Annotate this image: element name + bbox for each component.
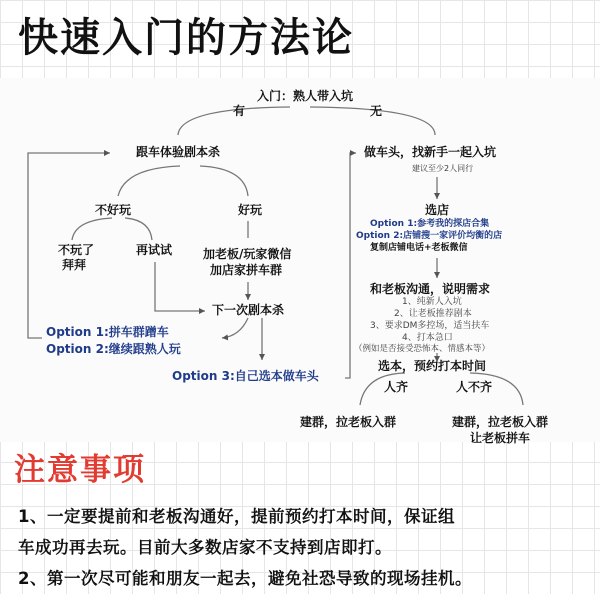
node-fun: 好玩 (238, 203, 263, 217)
notes-title: 注意事项 (14, 452, 146, 488)
node-not-fun: 不好玩 (95, 203, 132, 217)
connector-next-options (222, 318, 248, 338)
node-lead: 做车头，找新手一起入坑 (364, 145, 497, 159)
node-next-game: 下一次剧本杀 (212, 303, 285, 317)
node-root: 入门：熟人带入坑 (257, 89, 354, 103)
label-not-enough: 人不齐 (456, 380, 493, 394)
connector-notfun-right (125, 218, 152, 240)
need-4: 4、打本急口 (402, 333, 453, 343)
node-group2-line2: 让老板拼车 (470, 431, 531, 445)
node-shop: 选店 (425, 203, 450, 217)
node-talk: 和老板沟通，说明需求 (370, 282, 491, 296)
shop-copy: 复制店铺电话+老板微信 (370, 243, 468, 253)
connector-retry-next (155, 262, 205, 311)
note-line-1: 1、一定要提前和老板沟通好，提前预约打本时间，保证组 (18, 507, 455, 526)
connector-notfun-left (72, 218, 112, 240)
need-3: 3、要求DM多控场，适当扶车 (370, 321, 490, 331)
node-quit-line2: 拜拜 (62, 258, 87, 272)
shop-option1: Option 1:参考我的探店合集 (370, 219, 490, 229)
node-option2: Option 2:继续跟熟人玩 (46, 342, 181, 356)
node-retry: 再试试 (136, 243, 173, 257)
connector-follow-left (118, 166, 180, 196)
label-yes: 有 (233, 104, 246, 118)
node-option3: Option 3:自己选本做车头 (172, 369, 319, 383)
node-add-boss-line2: 加店家拼车群 (210, 263, 283, 277)
need-5: （例如是否接受恐怖本、情感本等） (354, 344, 491, 354)
need-2: 2、让老板推荐剧本 (394, 309, 472, 319)
node-follow: 跟车体验剧本杀 (136, 145, 221, 159)
node-book: 选本，预约打本时间 (378, 359, 487, 373)
label-no: 无 (370, 104, 383, 118)
page-title: 快速入门的方法论 (18, 15, 354, 61)
node-group2-line1: 建群，拉老板入群 (452, 415, 549, 429)
need-1: 1、纯新人入坑 (402, 297, 462, 307)
shop-option2: Option 2:店铺搜一家评价均衡的店 (356, 231, 503, 241)
node-lead-sub: 建议至少2人同行 (412, 164, 474, 173)
note-line-3: 2、第一次尽可能和朋友一起去，避免社恐导致的现场挂机。 (18, 569, 472, 588)
connector-follow-right (200, 166, 248, 196)
note-line-2: 车成功再去玩。目前大多数店家不支持到店即打。 (18, 538, 392, 557)
node-option1: Option 1:拼车群蹭车 (46, 325, 169, 339)
node-quit-line1: 不玩了 (58, 243, 95, 257)
node-add-boss-line1: 加老板/玩家微信 (203, 247, 292, 261)
label-enough: 人齐 (384, 380, 409, 394)
node-group: 建群，拉老板入群 (300, 415, 397, 429)
